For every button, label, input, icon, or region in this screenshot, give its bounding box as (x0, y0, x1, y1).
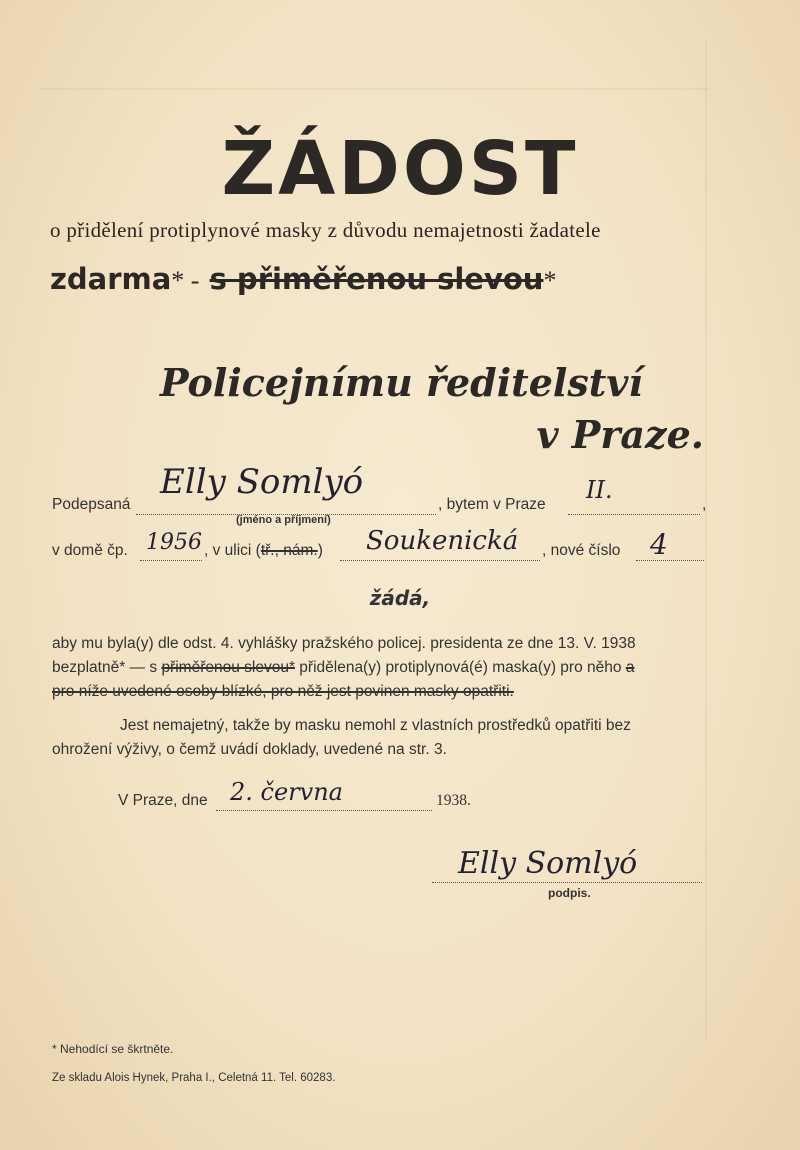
street-type-struck: tř., nám. (260, 542, 318, 559)
discount-star: * (543, 266, 557, 295)
label-street: , v ulici (tř., nám.) (204, 542, 323, 559)
discount-struck-inline: přiměřenou slevou* (161, 659, 295, 676)
date-handwritten: 2. června (230, 778, 343, 806)
new-number-field-line (636, 542, 704, 561)
conjunction-struck: a (625, 659, 635, 676)
district-handwritten: II. (586, 476, 613, 504)
comma-mark: , (702, 496, 707, 513)
request-paragraph-2 (52, 714, 708, 762)
paragraph-2-line-1: Jest nemajetný, takže by masku nemohl z vlastních prostředků opatřiti bez (120, 717, 631, 734)
zdarma-star: * - (171, 266, 200, 295)
printer-note: Ze skladu Alois Hynek, Praha I., Celetná 11. Tel. 60283. (52, 1072, 336, 1084)
addressee-line-1: Policejnímu ředitelství (160, 360, 643, 405)
paragraph-1-line-2: bezplatně* — s přiměřenou slevou* přidělena(y) protiplynová(é) maska(y) pro něho a (52, 659, 635, 676)
date-year: 1938. (436, 792, 471, 809)
street-handwritten: Soukenická (366, 526, 519, 556)
house-number-handwritten: 1956 (146, 530, 202, 555)
paragraph-2-line-2: ohrožení výživy, o čemž uvádí doklady, uvedené na str. 3. (52, 741, 447, 758)
zdarma-line (50, 262, 556, 296)
name-hint: (jméno a příjmení) (236, 514, 331, 526)
zdarma-label: zdarma (50, 262, 172, 296)
label-new-number: , nové číslo (542, 542, 621, 559)
discount-label-struck: s přiměřenou slevou (209, 262, 544, 296)
label-residing: , bytem v Praze (438, 496, 546, 513)
request-verb: žádá, (369, 586, 431, 610)
paragraph-1-line-1: aby mu byla(y) dle odst. 4. vyhlášky pražského policej. presidenta ze dne 13. V. 1938 (52, 635, 636, 652)
document-subtitle: o přidělení protiplynové masky z důvodu nemajetnosti žadatele (50, 218, 601, 242)
horizontal-fold-crease (40, 88, 710, 90)
footnote: * Nehodící se škrtněte. (52, 1042, 174, 1056)
date-label: V Praze, dne (118, 792, 208, 809)
paragraph-1-line-3-struck: pro níže uvedené osoby blízké, pro něž jest povinen masky opatřiti. (52, 683, 514, 700)
request-paragraph-1 (52, 632, 708, 704)
label-signed: Podepsaná (52, 496, 131, 513)
signature-handwritten: Elly Somlyó (458, 846, 638, 881)
label-house: v domě čp. (52, 542, 128, 559)
signature-label: podpis. (548, 886, 591, 900)
document-title: ŽÁDOST (221, 126, 579, 212)
applicant-name-handwritten: Elly Somlyó (160, 462, 364, 502)
addressee-line-2: v Praze. (536, 412, 704, 457)
new-number-handwritten: 4 (650, 528, 668, 561)
